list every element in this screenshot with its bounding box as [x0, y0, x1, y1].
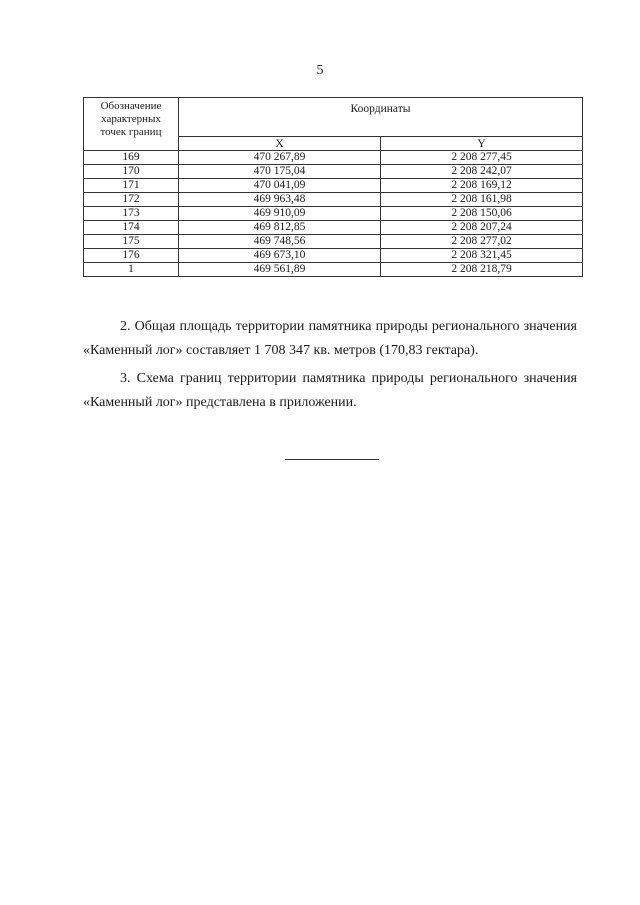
paragraph-total-area	[83, 315, 577, 363]
table-row	[84, 207, 583, 221]
table-row	[84, 151, 583, 165]
header-label-line: точек границ	[100, 126, 162, 138]
x-cell: 469 910,09	[179, 207, 381, 221]
point-cell: 174	[84, 221, 179, 235]
header-y: Y	[381, 137, 583, 151]
x-cell: 469 748,56	[179, 235, 381, 249]
header-boundary-points	[84, 98, 179, 151]
table-row	[84, 165, 583, 179]
y-cell: 2 208 321,45	[381, 249, 583, 263]
x-cell: 470 267,89	[179, 151, 381, 165]
point-cell: 1	[84, 263, 179, 277]
point-cell: 170	[84, 165, 179, 179]
x-cell: 469 812,85	[179, 221, 381, 235]
point-cell: 171	[84, 179, 179, 193]
table-row	[84, 263, 583, 277]
paragraph-boundary-scheme	[83, 367, 577, 415]
table-row	[84, 221, 583, 235]
header-label-line: Обозначение	[100, 100, 162, 112]
y-cell: 2 208 218,79	[381, 263, 583, 277]
y-cell: 2 208 161,98	[381, 193, 583, 207]
point-cell: 172	[84, 193, 179, 207]
point-cell: 176	[84, 249, 179, 263]
y-cell: 2 208 277,02	[381, 235, 583, 249]
table-row	[84, 179, 583, 193]
table-row	[84, 235, 583, 249]
x-cell: 469 673,10	[179, 249, 381, 263]
paragraph-text: 3. Схема границ территории памятника природы регионального значения «Каменный лог» представлена в приложении.	[83, 371, 577, 410]
point-cell: 175	[84, 235, 179, 249]
point-cell: 173	[84, 207, 179, 221]
y-cell: 2 208 207,24	[381, 221, 583, 235]
table-row	[84, 193, 583, 207]
paragraph-text: 2. Общая площадь территории памятника природы регионального значения «Каменный лог» составляет 1 708 347 кв. метров (170,83 гектара).	[83, 319, 577, 358]
y-cell: 2 208 242,07	[381, 165, 583, 179]
y-cell: 2 208 277,45	[381, 151, 583, 165]
x-cell: 470 041,09	[179, 179, 381, 193]
y-cell: 2 208 150,06	[381, 207, 583, 221]
point-cell: 169	[84, 151, 179, 165]
y-cell: 2 208 169,12	[381, 179, 583, 193]
table-row	[84, 249, 583, 263]
header-label-line: характерных	[101, 113, 161, 125]
page-number: 5	[316, 63, 324, 78]
coordinates-table	[83, 97, 583, 277]
header-coordinates: Координаты	[179, 98, 583, 137]
x-cell: 469 561,89	[179, 263, 381, 277]
x-cell: 469 963,48	[179, 193, 381, 207]
end-divider	[285, 459, 379, 460]
x-cell: 470 175,04	[179, 165, 381, 179]
header-x: X	[179, 137, 381, 151]
